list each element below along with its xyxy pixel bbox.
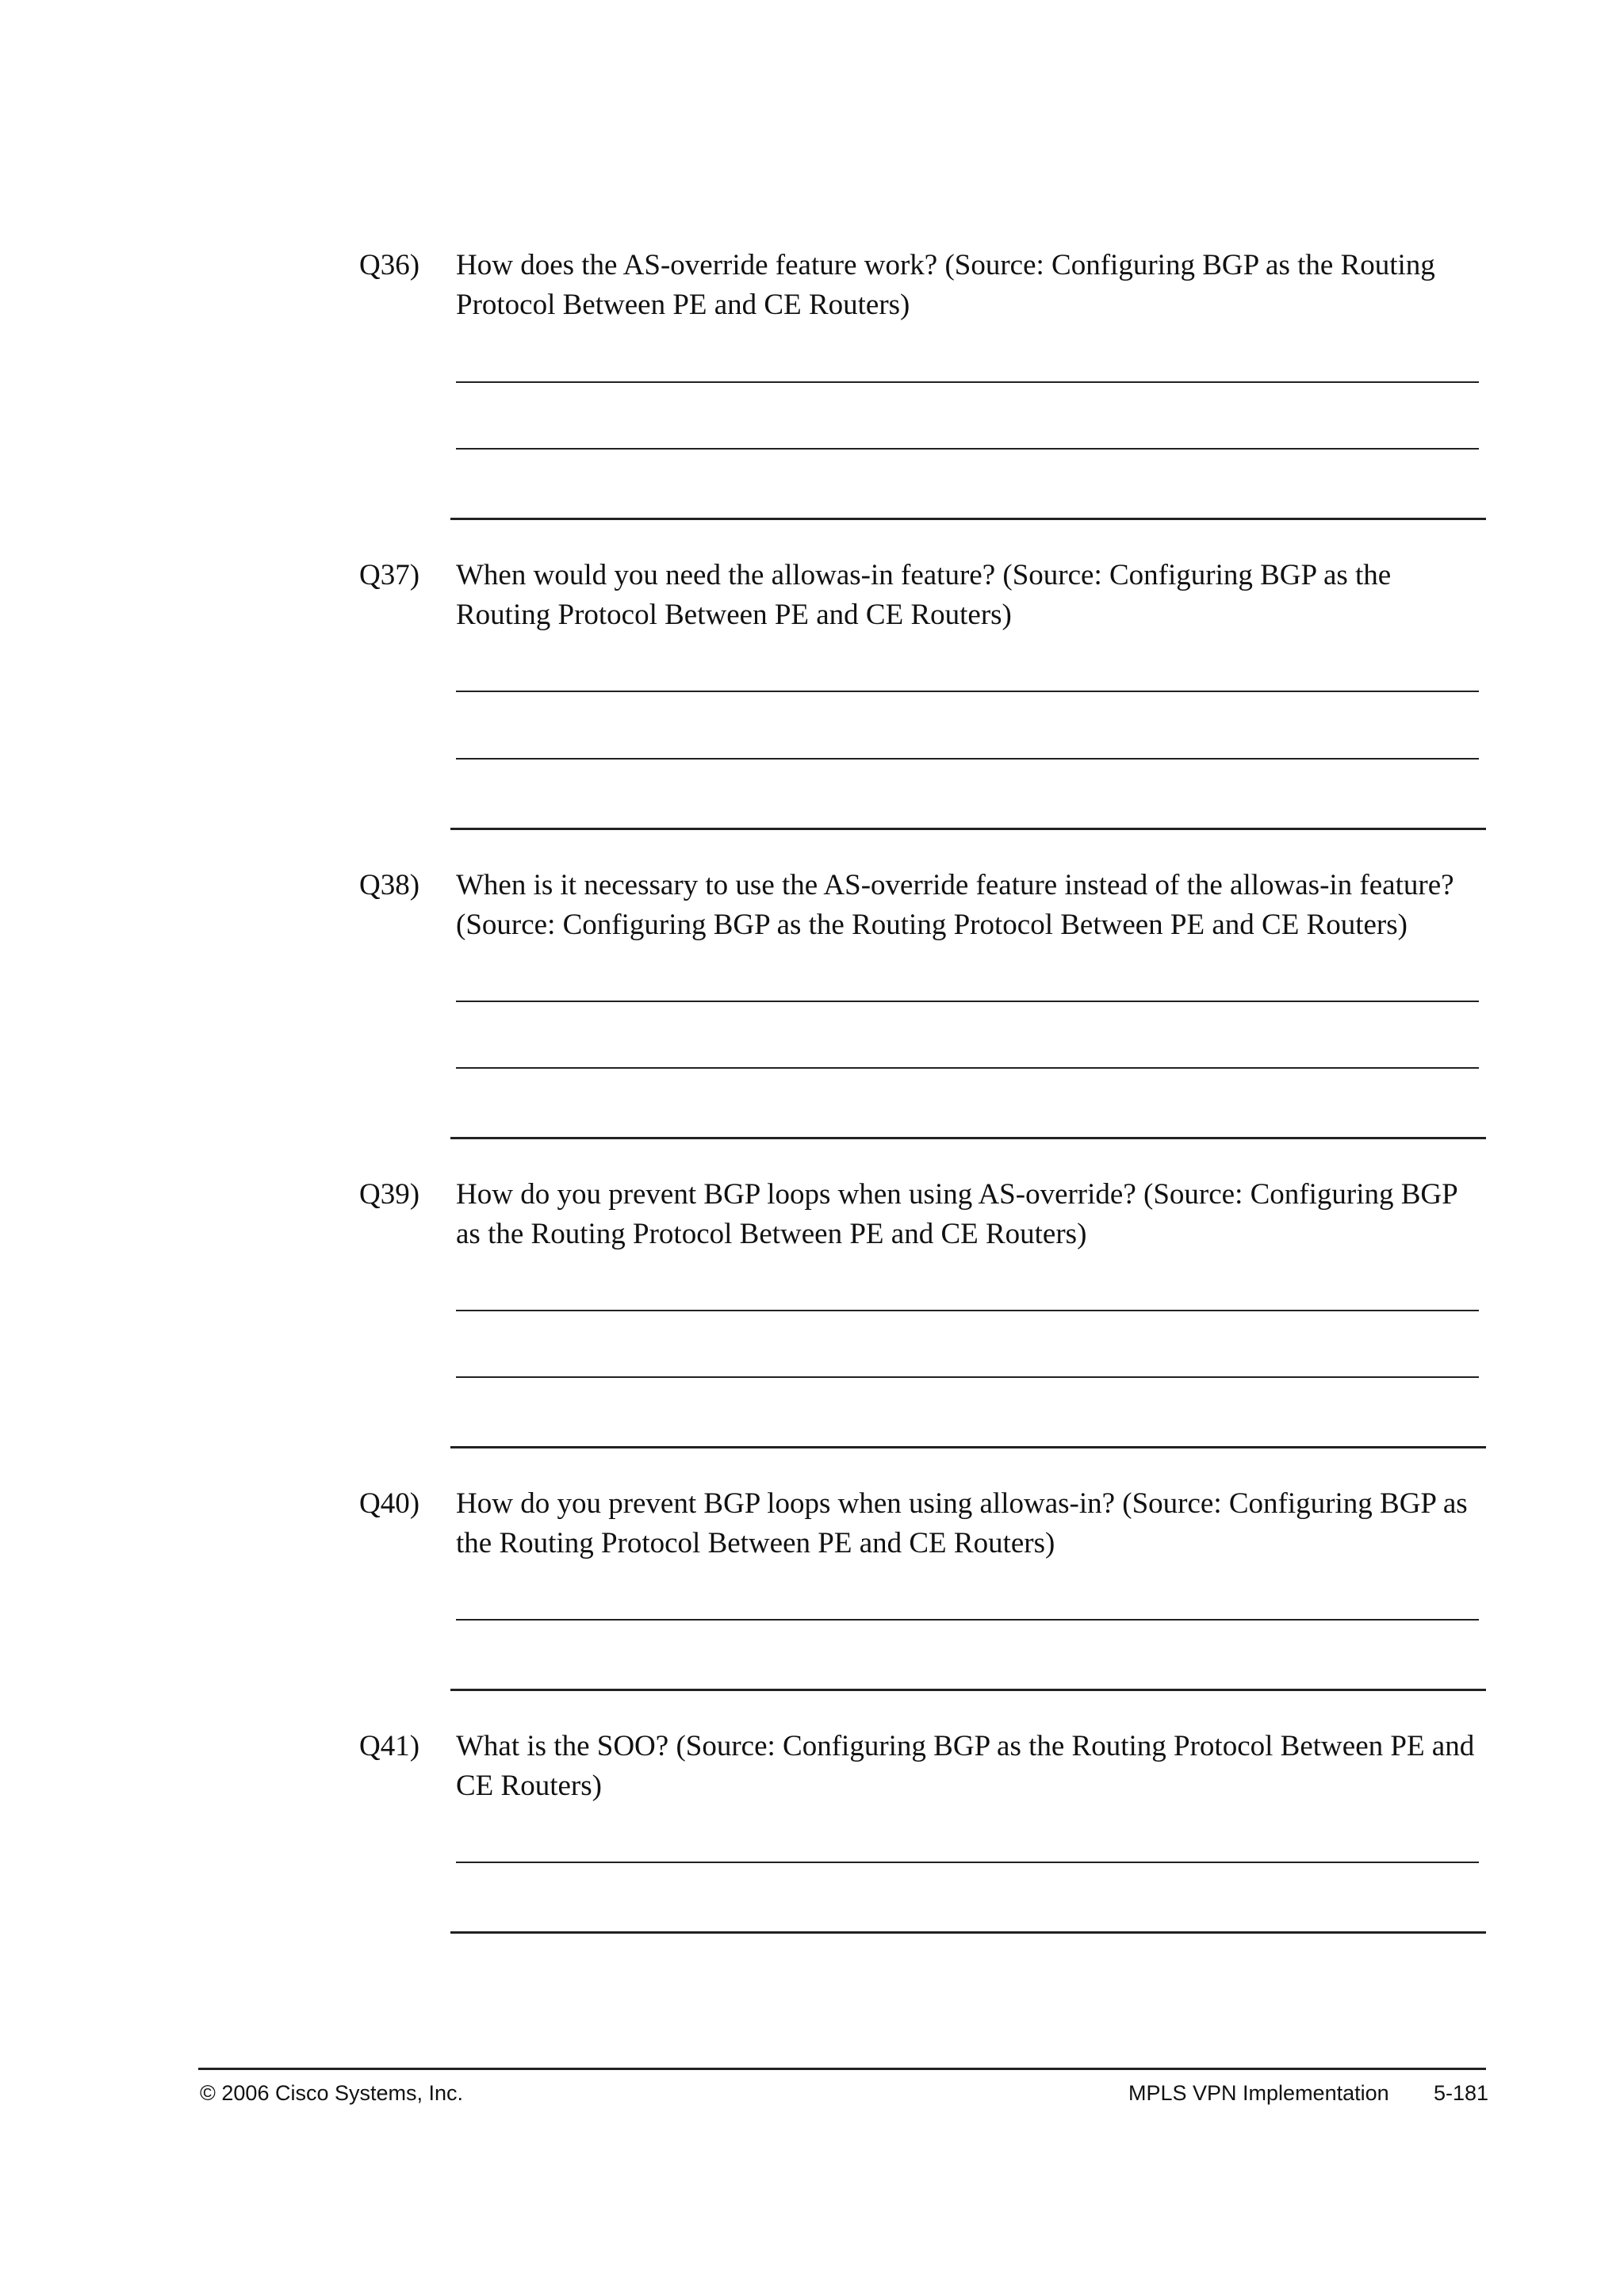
question-line: Protocol Between PE and CE Routers): [456, 289, 910, 321]
footer-page-number: 5-181: [1434, 2081, 1489, 2105]
question-text: [456, 866, 1487, 945]
answer-line: [456, 1067, 1479, 1069]
answer-line: [450, 828, 1486, 830]
answer-line: [450, 1446, 1486, 1448]
footer-rule: [198, 2068, 1486, 2070]
answer-line: [450, 518, 1486, 520]
question-number: Q40): [359, 1487, 420, 1520]
question-line: Routing Protocol Between PE and CE Routers): [456, 599, 1012, 631]
question-line: the Routing Protocol Between PE and CE Routers): [456, 1527, 1055, 1559]
question-number: Q37): [359, 559, 420, 591]
question-number: Q41): [359, 1730, 420, 1762]
answer-line: [456, 448, 1479, 450]
question-text: [456, 1484, 1487, 1563]
answer-line: [456, 1619, 1479, 1621]
footer-course-title: MPLS VPN Implementation: [1128, 2081, 1389, 2105]
answer-line: [456, 381, 1479, 383]
answer-line: [456, 1862, 1479, 1863]
answer-line: [450, 1137, 1486, 1139]
question-line: When is it necessary to use the AS-override feature instead of the allowas-in feature?: [456, 869, 1454, 901]
answer-line: [456, 1310, 1479, 1311]
question-line: When would you need the allowas-in feature? (Source: Configuring BGP as the: [456, 559, 1392, 591]
answer-line: [450, 1931, 1486, 1934]
question-line: (Source: Configuring BGP as the Routing Protocol Between PE and CE Routers): [456, 909, 1408, 941]
answer-line: [456, 1376, 1479, 1378]
question-number: Q36): [359, 249, 420, 281]
question-line: How do you prevent BGP loops when using AS-override? (Source: Configuring BGP: [456, 1178, 1458, 1211]
question-number: Q39): [359, 1178, 420, 1211]
question-line: What is the SOO? (Source: Configuring BGP as the Routing Protocol Between PE and: [456, 1730, 1475, 1762]
answer-line: [456, 758, 1479, 760]
question-line: How do you prevent BGP loops when using allowas-in? (Source: Configuring BGP as: [456, 1487, 1468, 1520]
question-text: [456, 556, 1487, 635]
question-line: How does the AS-override feature work? (Source: Configuring BGP as the Routing: [456, 249, 1435, 281]
question-text: [456, 1727, 1487, 1806]
question-text: [456, 246, 1487, 325]
question-number: Q38): [359, 869, 420, 901]
answer-line: [456, 691, 1479, 692]
answer-line: [456, 1001, 1479, 1002]
answer-line: [450, 1689, 1486, 1691]
question-line: CE Routers): [456, 1770, 602, 1802]
question-text: [456, 1175, 1487, 1254]
footer-copyright: © 2006 Cisco Systems, Inc.: [200, 2081, 464, 2105]
question-line: as the Routing Protocol Between PE and CE Routers): [456, 1218, 1087, 1250]
